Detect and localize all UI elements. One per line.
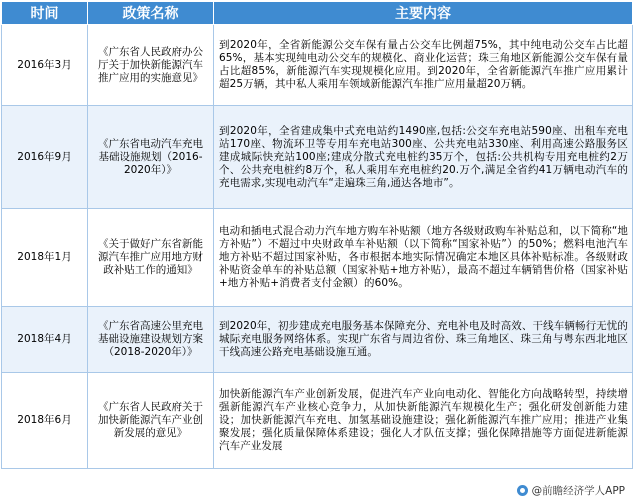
row-policy: 《广东省高速公里充电基础设施建设规划方案（2018-2020年）》 (88, 307, 214, 373)
row-content: 到2020年，全省新能源公交车保有量占公交车比例超75%，其中纯电动公交车占比超65%，基本实现纯电动公交车的规模化、商业化运营；珠三角地区新能源公交车保有量占比超85%，新能源汽车实现规模化应用。到2020年，全省新能源汽车推广应用累计超25万辆，其中私人乘用车领域新能源汽车推广应用量超20万辆。 (214, 25, 633, 106)
policy-table (1, 1, 633, 469)
table-row (2, 25, 633, 106)
row-time: 2018年6月 (2, 373, 88, 469)
row-content: 加快新能源汽车产业创新发展，促进汽车产业向电动化、智能化方向战略转型，持续增强新能源汽车产业核心竞争力，从加快新能源汽车规模化生产；强化研发创新能力建设；加快新能源汽车充电、加氢基础设施建设；强化新能源汽车推广应用；推进产业集聚发展；强化质量保障体系建设；强化人才队伍支撑；强化保障措施等方面促进新能源汽车产业发展 (214, 373, 633, 469)
source-footer (517, 483, 625, 498)
source-text: @前瞻经济学人APP (531, 485, 625, 497)
header-main-content: 主要内容 (214, 2, 633, 25)
row-time: 2016年9月 (2, 106, 88, 209)
header-policy-name: 政策名称 (88, 2, 214, 25)
row-content: 电动和插电式混合动力汽车地方购车补贴额（地方各级财政购车补贴总和，以下简称“地方补贴”）不超过中央财政单车补贴额（以下简称“国家补贴”）的50%；燃料电池汽车地方补贴不超过国家补贴，各市根据本地实际情况确定本地区具体补贴标准。各级财政补贴资金单车的补贴总额（国家补贴+地方补贴），最高不超过车辆销售价格（国家补贴+地方补贴+消费者支付金额）的60%。 (214, 209, 633, 307)
row-time: 2018年1月 (2, 209, 88, 307)
row-content: 到2020年，全省建成集中式充电站约1490座,包括:公交车充电站590座、出租车充电站170座、物流环卫等专用车充电站300座、公共充电站330座、利用高速公路服务区建成城际快充站100座;建成分散式充电桩约35万个，包括:公共机构专用充电桩约2万个、公共充电桩约8万个，私人乘用车充电桩约20.万个,满足全省约41万辆电动汽车的充电需求,实现电动汽车“走遍珠三角,通达各地市”。 (214, 106, 633, 209)
row-policy: 《广东省人民政府办公厅关于加快新能源汽车推广应用的实施意见》 (88, 25, 214, 106)
table-row (2, 209, 633, 307)
row-time: 2018年4月 (2, 307, 88, 373)
qianzhan-logo-icon (517, 485, 528, 496)
row-policy: 《广东省人民政府关于加快新能源汽车产业创新发展的意见》 (88, 373, 214, 469)
row-policy: 《广东省电动汽车充电基础设施规划（2016-2020年）》 (88, 106, 214, 209)
table-row (2, 106, 633, 209)
header-time: 时间 (2, 2, 88, 25)
table-header-row (2, 2, 633, 25)
row-policy: 《关于做好广东省新能源汽车推广应用地方财政补贴工作的通知》 (88, 209, 214, 307)
table-row (2, 307, 633, 373)
row-time: 2016年3月 (2, 25, 88, 106)
table-row (2, 373, 633, 469)
row-content: 到2020年，初步建成充电服务基本保障充分、充电补电及时高效、干线车辆畅行无忧的城际充电服务网络体系。实现广东省与周边省份、珠三角地区、珠三角与粤东西北地区干线高速公路充电基础设施互通。 (214, 307, 633, 373)
